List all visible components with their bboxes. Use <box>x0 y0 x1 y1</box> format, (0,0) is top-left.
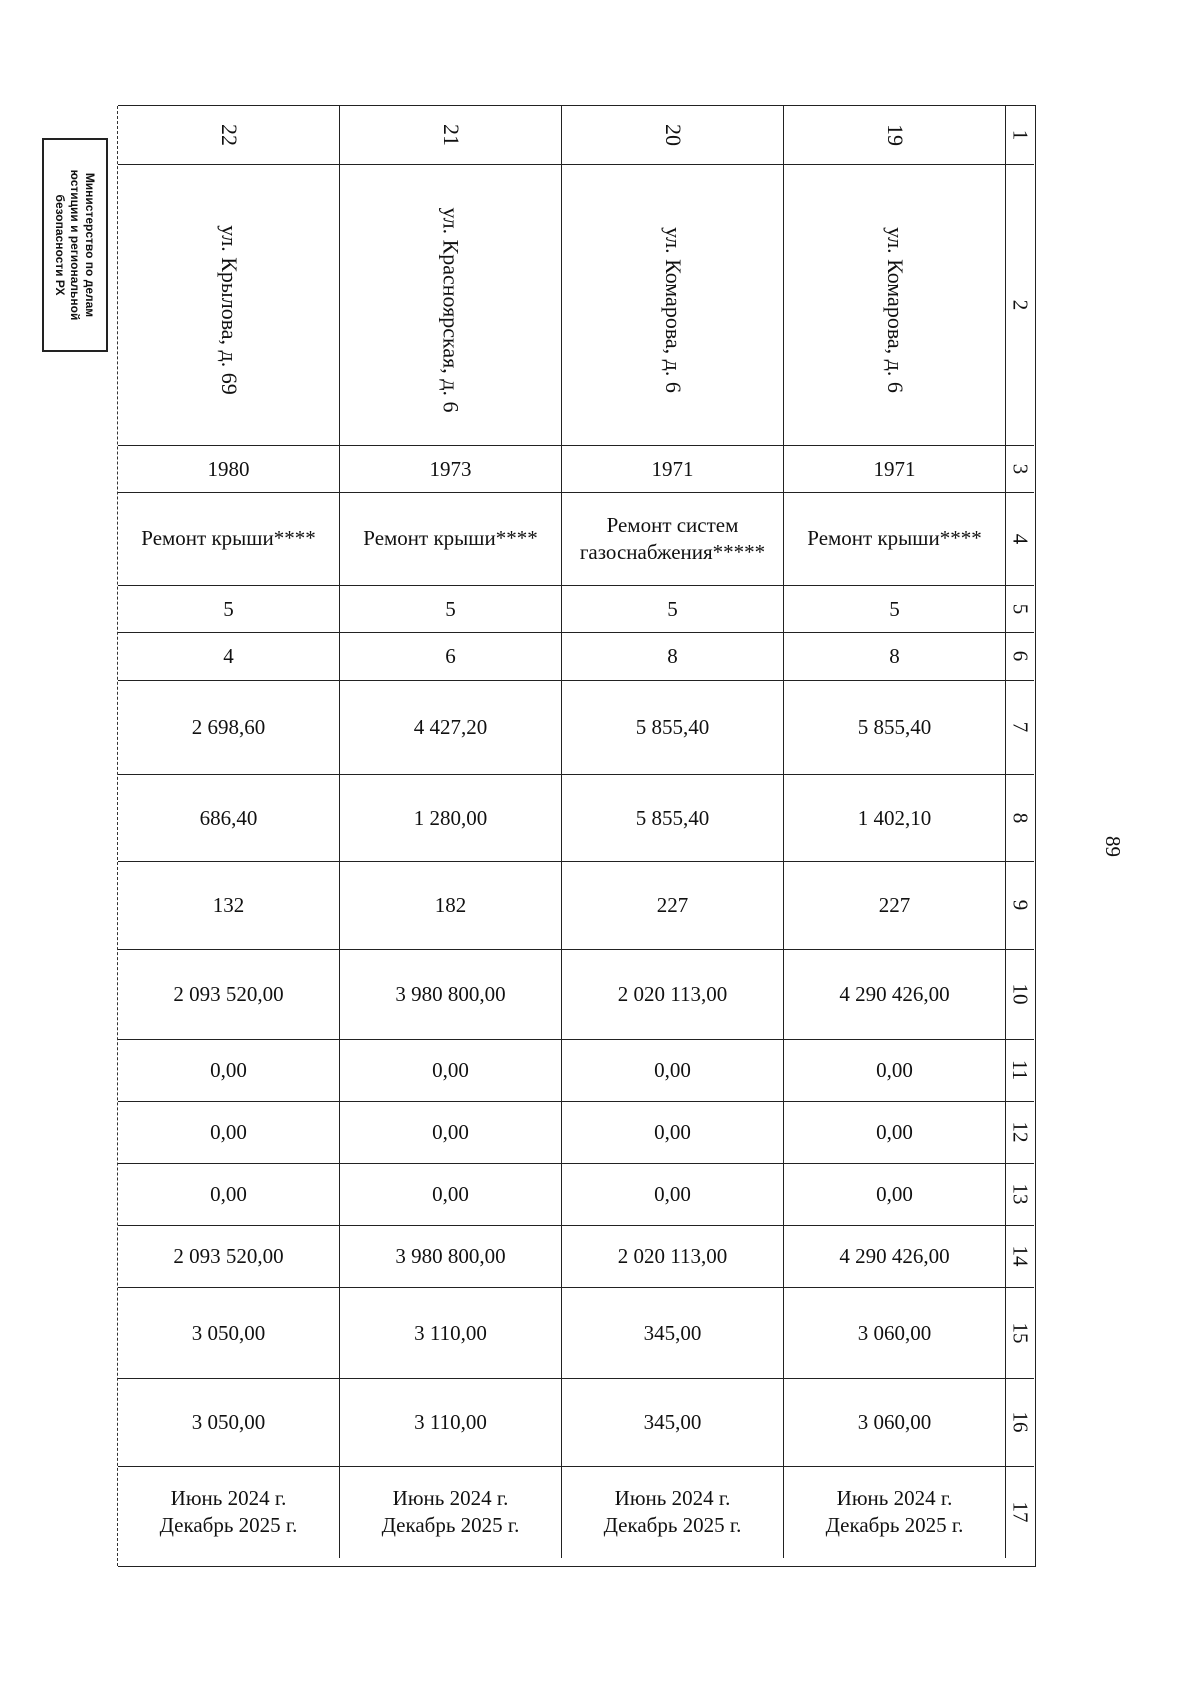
table-cell: 0,00 <box>562 1039 784 1101</box>
table-row <box>118 1378 1034 1467</box>
table-cell: 5 <box>562 585 784 632</box>
table-row <box>118 949 1034 1040</box>
table-cell: 1980 <box>118 445 340 492</box>
table-cell: 4 427,20 <box>340 680 562 774</box>
table-cell: 2 020 113,00 <box>562 949 784 1039</box>
table-cell: 227 <box>562 861 784 949</box>
column-number-cell <box>1006 1101 1034 1163</box>
column-number-cell <box>1006 861 1034 949</box>
table-cell: 3 050,00 <box>118 1287 340 1378</box>
column-number-cell <box>1006 1466 1034 1558</box>
table-cell: Июнь 2024 г. Декабрь 2025 г. <box>118 1466 340 1558</box>
column-number: 1 <box>1008 129 1032 141</box>
table-cell: 2 093 520,00 <box>118 1225 340 1287</box>
table-cell: 686,40 <box>118 774 340 861</box>
column-number-cell <box>1006 774 1034 861</box>
table-cell: 2 093 520,00 <box>118 949 340 1039</box>
column-number-cell <box>1006 106 1034 164</box>
column-number-cell <box>1006 1287 1034 1378</box>
column-number: 16 <box>1008 1411 1032 1433</box>
table-cell: 5 855,40 <box>562 680 784 774</box>
column-number: 12 <box>1008 1121 1032 1143</box>
table-cell: Ремонт крыши**** <box>340 492 562 585</box>
column-number: 17 <box>1008 1501 1032 1523</box>
table-cell: 3 980 800,00 <box>340 1225 562 1287</box>
table-cell: 0,00 <box>784 1101 1006 1163</box>
table-cell: 0,00 <box>784 1039 1006 1101</box>
table-cell: 6 <box>340 632 562 680</box>
table-row <box>118 1466 1034 1558</box>
column-number: 5 <box>1008 603 1032 614</box>
table-cell: 0,00 <box>562 1163 784 1225</box>
column-number: 8 <box>1008 812 1032 823</box>
table-cell: 4 290 426,00 <box>784 949 1006 1039</box>
table-row <box>118 774 1034 862</box>
house-address: ул. Комарова, д. 6 <box>882 227 908 393</box>
table-row <box>118 1163 1034 1226</box>
table-cell: 0,00 <box>340 1101 562 1163</box>
registration-stamp <box>42 138 108 352</box>
table-cell: 182 <box>340 861 562 949</box>
column-number: 3 <box>1008 463 1032 474</box>
column-number-cell <box>1006 585 1034 632</box>
record-number: 21 <box>438 124 464 146</box>
record-number: 20 <box>660 124 686 146</box>
table-cell: 8 <box>562 632 784 680</box>
table-cell: Ремонт систем газоснабжения***** <box>562 492 784 585</box>
table-cell: 4 <box>118 632 340 680</box>
table-cell: 3 110,00 <box>340 1287 562 1378</box>
table-cell <box>784 164 1006 445</box>
column-number: 2 <box>1008 299 1032 310</box>
table-cell: 5 855,40 <box>562 774 784 861</box>
table-cell: 0,00 <box>784 1163 1006 1225</box>
table-cell <box>340 164 562 445</box>
table-cell: 132 <box>118 861 340 949</box>
page-number: 89 <box>1101 836 1125 857</box>
table-cell: 2 698,60 <box>118 680 340 774</box>
column-number-cell <box>1006 1039 1034 1101</box>
table-cell: 0,00 <box>340 1163 562 1225</box>
table-cell: 2 020 113,00 <box>562 1225 784 1287</box>
table-cell: 0,00 <box>118 1039 340 1101</box>
table-cell: 345,00 <box>562 1378 784 1466</box>
column-number-cell <box>1006 1378 1034 1466</box>
table-cell: 5 855,40 <box>784 680 1006 774</box>
house-address: ул. Комарова, д. 6 <box>660 227 686 393</box>
column-number: 10 <box>1008 983 1032 1005</box>
table-cell <box>784 106 1006 164</box>
data-table <box>118 105 1036 1567</box>
column-number: 15 <box>1008 1322 1032 1343</box>
table-cell: 227 <box>784 861 1006 949</box>
table-row <box>118 861 1034 950</box>
house-address: ул. Красноярская, д. 6 <box>438 207 464 413</box>
table-row <box>118 1039 1034 1102</box>
table-row <box>118 1101 1034 1164</box>
column-number: 14 <box>1008 1245 1032 1267</box>
table-row <box>118 585 1034 633</box>
table-cell: 3 980 800,00 <box>340 949 562 1039</box>
table-cell: 4 290 426,00 <box>784 1225 1006 1287</box>
column-number: 11 <box>1007 1059 1032 1081</box>
table-cell: 0,00 <box>562 1101 784 1163</box>
table-cell: 5 <box>784 585 1006 632</box>
table-cell: 1 402,10 <box>784 774 1006 861</box>
table-cell: 3 110,00 <box>340 1378 562 1466</box>
table-row <box>118 1287 1034 1379</box>
column-number-cell <box>1006 492 1034 585</box>
house-address: ул. Крылова, д. 69 <box>216 225 242 395</box>
column-number-cell <box>1006 164 1034 445</box>
column-number: 6 <box>1008 650 1032 662</box>
stamp-text: Министерство по делам юстиции и региональной безопасности РХ <box>53 169 98 321</box>
column-number: 7 <box>1008 721 1032 733</box>
column-number-cell <box>1006 1163 1034 1225</box>
table-cell: Июнь 2024 г. Декабрь 2025 г. <box>340 1466 562 1558</box>
table-cell: 5 <box>118 585 340 632</box>
table-row <box>118 1225 1034 1288</box>
column-number-cell <box>1006 632 1034 680</box>
table-cell: 1 280,00 <box>340 774 562 861</box>
column-number: 9 <box>1008 899 1032 911</box>
table-cell <box>118 164 340 445</box>
column-number-cell <box>1006 680 1034 774</box>
table-cell: 1971 <box>562 445 784 492</box>
table-cell <box>562 106 784 164</box>
table-cell: 0,00 <box>340 1039 562 1101</box>
table-cell <box>340 106 562 164</box>
table-cell: Ремонт крыши**** <box>118 492 340 585</box>
column-number-cell <box>1006 445 1034 492</box>
table-row <box>118 164 1034 446</box>
table-cell: 3 050,00 <box>118 1378 340 1466</box>
table-cell: 0,00 <box>118 1163 340 1225</box>
table-cell: Июнь 2024 г. Декабрь 2025 г. <box>562 1466 784 1558</box>
table-cell: 345,00 <box>562 1287 784 1378</box>
table-cell: 1971 <box>784 445 1006 492</box>
table-cell: 0,00 <box>118 1101 340 1163</box>
table-cell: 8 <box>784 632 1006 680</box>
table-row <box>118 106 1034 165</box>
record-number: 22 <box>216 124 242 146</box>
table-cell: 5 <box>340 585 562 632</box>
table-row <box>118 680 1034 775</box>
column-number: 4 <box>1008 533 1032 544</box>
table-row <box>118 492 1034 586</box>
table-cell: Июнь 2024 г. Декабрь 2025 г. <box>784 1466 1006 1558</box>
table-cell: 3 060,00 <box>784 1287 1006 1378</box>
table-cell: 1973 <box>340 445 562 492</box>
table-cell: 3 060,00 <box>784 1378 1006 1466</box>
column-number: 13 <box>1008 1183 1032 1205</box>
column-number-cell <box>1006 949 1034 1039</box>
column-number-cell <box>1006 1225 1034 1287</box>
table-cell: Ремонт крыши**** <box>784 492 1006 585</box>
table-cell <box>118 106 340 164</box>
record-number: 19 <box>882 124 908 146</box>
table-row <box>118 445 1034 493</box>
table-cell <box>562 164 784 445</box>
table-row <box>118 632 1034 681</box>
